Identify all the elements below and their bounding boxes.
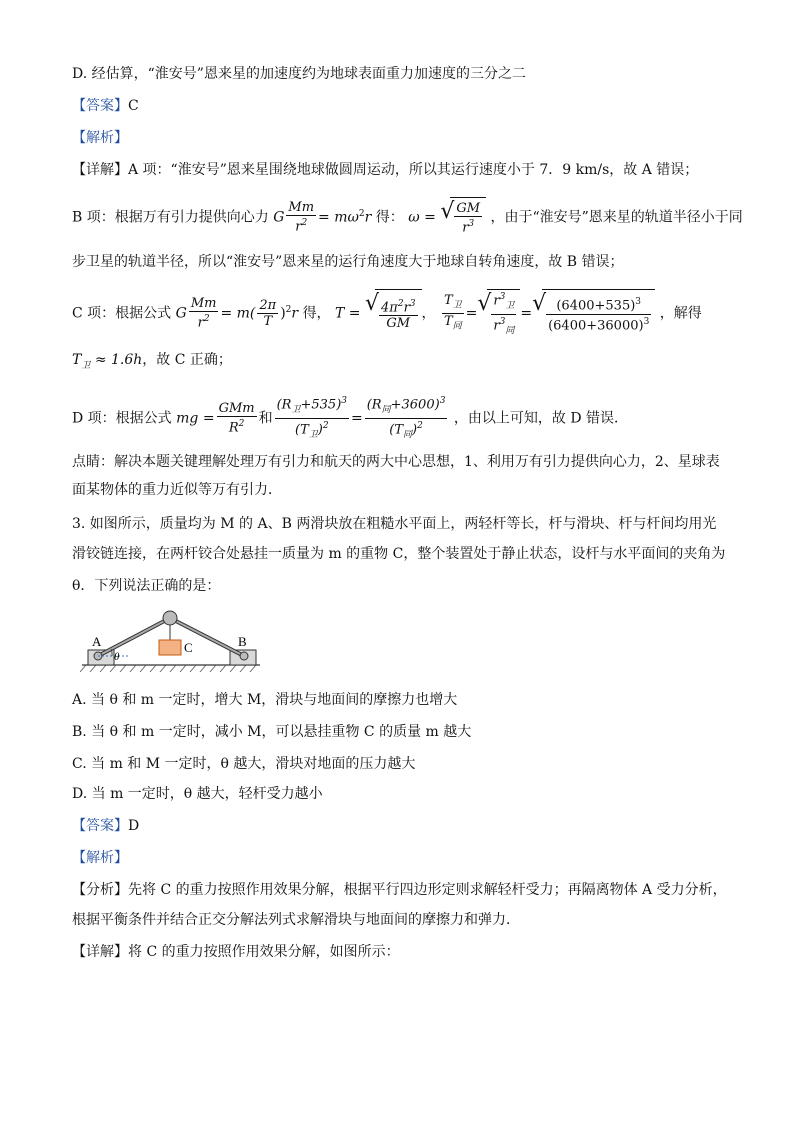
hinge-top: [163, 611, 177, 625]
sub-wei: 卫: [452, 300, 462, 311]
q3-detail: [72, 942, 400, 962]
sub-tong-2: 同: [505, 325, 515, 336]
fourpi: 4π: [381, 300, 398, 316]
detail-a-text: A 项：“淮安号”恩来星围绕地球做圆周运动，所以其运行速度小于 7．9 km/s，故 A 错误；: [128, 162, 699, 178]
fenxi-l1-text: 先将 C 的重力按照作用效果分解，根据平行四边形定则求解轻杆受力；再隔离物体 A 受力分析，: [128, 882, 727, 898]
q2-detail-d: D 项：根据公式 mg = $\frac{\text{GMm}}{R^2}$ 和 $\frac{(R_卫+535)^3}{(T_卫)^2}$ = $\frac{(R_同+3600)^3}{(T_同)^2}$ ，由以上可知，故 D 错误．: [72, 394, 628, 443]
b-text-mid: 得：: [375, 209, 404, 226]
sub-wei-4: 卫: [291, 404, 301, 415]
answer-tag: 【答案】: [72, 98, 128, 114]
den-r: r: [295, 219, 302, 235]
Rw: (R: [276, 397, 292, 413]
math-omega: ω =: [408, 209, 436, 226]
frac-den: $r^2$: [295, 218, 308, 235]
q3-stem-2: 滑铰链连接，在两杆铰合处悬挂一质量为 m 的重物 C，整个装置处于静止状态，设杆与水平面间的夹角为: [72, 546, 726, 562]
ratio-num: [442, 293, 464, 315]
num-c-text: (6400+535): [556, 298, 636, 314]
c-sep: ，: [421, 305, 436, 322]
period-den: GM: [386, 316, 411, 332]
Tw2: (T: [295, 422, 309, 438]
label-C: C: [184, 640, 193, 655]
formula-c-lhs: [189, 296, 219, 330]
Rt: (R: [366, 397, 382, 413]
approx-value: ≈ 1.6h: [94, 352, 143, 368]
rr-den: $r^3_同$: [493, 316, 515, 336]
Tw-approx-lhs: [72, 352, 91, 371]
close3: ): [412, 422, 418, 438]
math-G: G: [273, 209, 285, 226]
formula-d-left: [275, 394, 349, 443]
prev-option-d: D. 经估算，“淮安号”恩来星的加速度约为地球表面重力加速度的三分之二: [72, 66, 526, 82]
detail-tag: 【详解】: [72, 162, 128, 178]
label-B: B: [238, 634, 247, 649]
q3-answer: [72, 816, 139, 836]
Ttong: T: [443, 314, 453, 330]
q3-fenxi-1: [72, 880, 727, 900]
Tw: T: [443, 292, 453, 308]
den-r3: r: [462, 220, 469, 236]
sub-tong-3: 同: [381, 404, 391, 415]
ratio-den: [442, 314, 464, 335]
c-den: $r^2$: [197, 314, 210, 331]
math-mg: mg =: [176, 410, 215, 427]
q2-answer: [72, 96, 139, 116]
weight-C: [159, 640, 181, 655]
frac-num: Mm: [288, 200, 315, 216]
hinge-B: [240, 652, 248, 660]
sub-wei-3: 卫: [81, 360, 91, 371]
twopi: 2π: [259, 298, 277, 314]
den-c: $(6400+36000)^3$: [548, 316, 650, 333]
d-text-post: ，由以上可知，故 D 错误．: [453, 410, 628, 427]
q2-detail-c: C 项：根据公式 G $\frac{Mm}{r^2}$ = m( $\frac{2\pi}{T}$ )$^2$r 得， T = √ $\frac{4\pi^2r^3}{GM}$ ， $\frac{T_卫}{T_同}$ = √ $\frac{r^3_卫}{r^3_同}$ = √ $\frac{(6400+535)^3}{(6400+36000)^3}$ ，解得: [72, 286, 702, 339]
q3-answer-value: D: [128, 818, 140, 834]
q3-fenxi-2: 根据平衡条件并结合正交分解法列式求解滑块与地面间的摩擦力和弹力．: [72, 912, 520, 928]
sub-wei-5: 卫: [308, 429, 318, 440]
q3-stem-3: θ．下列说法正确的是：: [72, 578, 221, 594]
math-eq-momega: = mω: [318, 209, 359, 226]
sub-tong: 同: [452, 321, 462, 332]
math-r: r: [364, 209, 372, 226]
formula-GMm-over-R2: [217, 401, 257, 435]
ratio-T: [442, 293, 464, 335]
R: R: [228, 420, 239, 436]
fenxi-tag: 【分析】: [72, 882, 128, 898]
c-den-r: r: [197, 315, 204, 331]
q3-option-b: B. 当 θ 和 m 一定时，减小 M，可以悬挂重物 C 的质量 m 越大: [72, 724, 472, 740]
q3-option-c: C. 当 m 和 M 一定时，θ 越大，滑块对地面的压力越大: [72, 756, 416, 772]
q3-stem-1: 3. 如图所示，质量均为 M 的 A、B 两滑块放在粗糙水平面上，两轻杆等长，杆与滑块、杆与杆间均用光: [72, 516, 717, 532]
formula-2pi-over-T: [257, 298, 278, 329]
T-den: T: [263, 314, 273, 330]
d-and: 和: [258, 410, 273, 427]
b-text-post: ，由于“淮安号”恩来星的轨道半径小于同: [490, 209, 743, 226]
c-num: Mm: [190, 296, 217, 312]
dl-den: $(T_卫)^2$: [295, 420, 329, 440]
c-text-mid: 得，: [302, 305, 331, 322]
dr-den: $(T_同)^2$: [389, 420, 423, 440]
c-text-pre: C 项：根据公式: [72, 305, 172, 322]
d-text-pre: D 项：根据公式: [72, 410, 172, 427]
sqrt-r-ratio: √ $\frac{r^3_卫}{r^3_同}$: [477, 289, 520, 339]
sqrt-GM-over-r3: √ $\frac{GM}{r^3}$: [440, 197, 486, 238]
q3-detail-tag: 【详解】: [72, 944, 128, 960]
c-text-post: ，解得: [659, 305, 702, 322]
dl-num: $(R_卫+535)^3$: [275, 394, 349, 419]
q3-option-d: D. 当 m 一定时，θ 越大，轻杆受力越小: [72, 786, 323, 802]
plus535: +535): [300, 397, 342, 413]
sqrt-num: GM: [456, 200, 481, 216]
answer-value: C: [128, 98, 139, 114]
q2-detail-b: B 项：根据万有引力提供向心力 G $\frac{Mm}{r^2}$ = $m\omega^2r$ 得： ω = √ $\frac{GM}{r^3}$ ，由于“淮安号”恩来星的轨道半径小于同: [72, 194, 743, 238]
formula-Mm-over-r2: [286, 200, 316, 234]
plus3600: +3600): [390, 397, 440, 413]
math-r-c: r: [291, 305, 299, 322]
sqrt-den: $r^3$: [462, 218, 475, 236]
q3-answer-tag: 【答案】: [72, 818, 128, 834]
gmm-den: $R^2$: [228, 419, 245, 436]
q2-detail-c-line2: [72, 350, 232, 376]
q2-detail-b-line2: 步卫星的轨道半径，所以“淮安号”恩来星的运行角速度大于地球自转角速度，故 B 错误；: [72, 254, 624, 270]
slider-rod-figure: [80, 610, 270, 674]
rr-num: $r^3_卫$: [491, 290, 516, 315]
c-line2-post: ，故 C 正确；: [142, 352, 232, 368]
Tt2: (T: [389, 422, 404, 438]
b-text-pre: B 项：根据万有引力提供向心力: [72, 209, 269, 226]
q3-option-a: A. 当 θ 和 m 一定时，增大 M，滑块与地面间的摩擦力也增大: [72, 692, 458, 708]
sub-tong-4: 同: [403, 429, 413, 440]
q2-analysis-tag: 【解析】: [72, 130, 128, 146]
formula-d-right: [365, 394, 448, 443]
tip-line-1: 点睛：解决本题关键理解处理万有引力和航天的两大中心思想，1、利用万有引力提供向心力，2、星球表: [72, 454, 720, 470]
period-num: $4\pi^2r^3$: [381, 298, 416, 316]
q3-detail-text: 将 C 的重力按照作用效果分解，如图所示：: [128, 944, 400, 960]
den-c-text: (6400+36000): [548, 317, 644, 333]
math-Teq: T =: [335, 305, 361, 322]
label-A: A: [92, 634, 102, 649]
sqrt-numeric: √ $\frac{(6400+535)^3}{(6400+36000)^3}$: [532, 289, 655, 338]
sqrt-period: √ $\frac{4\pi^2r^3}{GM}$: [365, 289, 422, 338]
math-G-c: G: [175, 305, 187, 322]
math-m2pi: = m(: [220, 305, 256, 322]
num-c: $(6400+535)^3$: [546, 295, 651, 314]
gmm-num: GMm: [218, 401, 255, 417]
label-theta: θ: [114, 651, 120, 663]
q3-analysis-tag: 【解析】: [72, 850, 128, 866]
close2: ): [317, 422, 323, 438]
q2-detail-a: [72, 160, 698, 180]
close-paren: ): [280, 305, 286, 322]
dr-num: $(R_同+3600)^3$: [365, 394, 448, 419]
ground-hatch: [80, 665, 256, 672]
sub-wei-2: 卫: [505, 300, 515, 311]
Tw-2: T: [72, 352, 82, 368]
tip-line-2: 面某物体的重力近似等万有引力．: [72, 482, 282, 498]
